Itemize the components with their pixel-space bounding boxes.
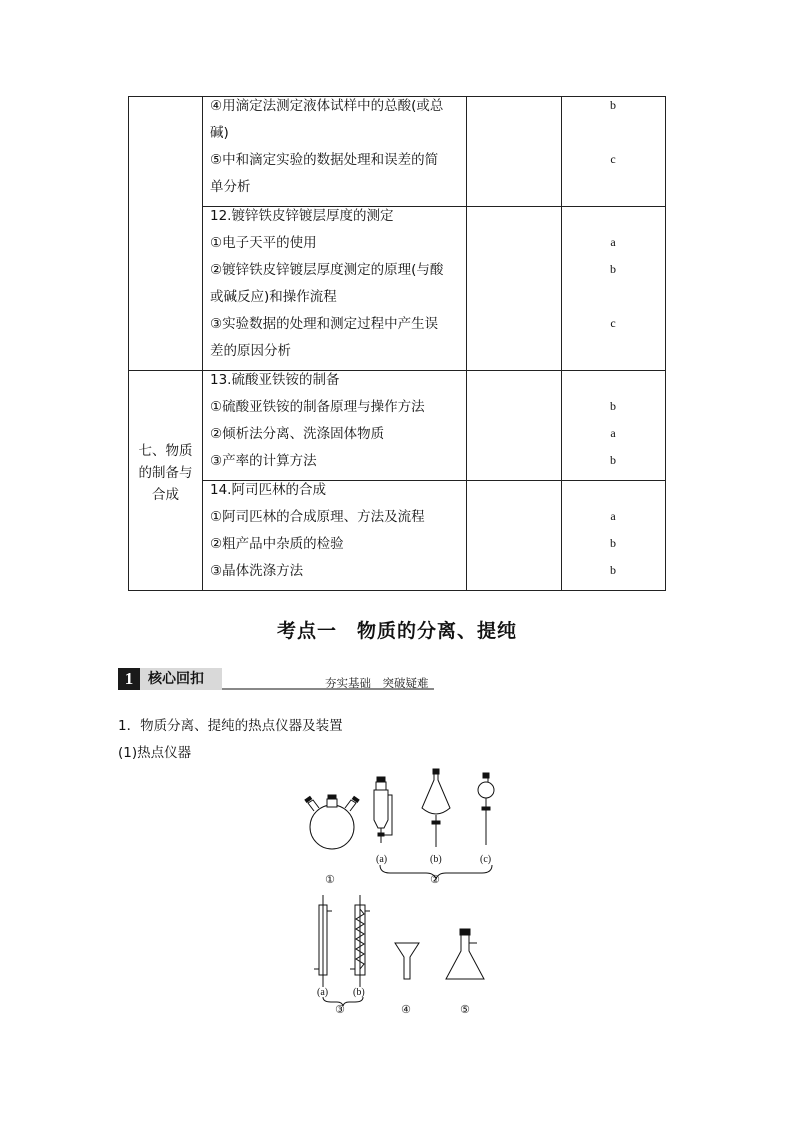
row-line: ③实验数据的处理和测定过程中产生误 — [210, 316, 439, 332]
figure-number-5: ⑤ — [460, 1003, 470, 1016]
apparatus-figure — [290, 765, 520, 1020]
figure-number-3: ③ — [335, 1003, 345, 1016]
three-neck-flask-icon — [305, 795, 359, 849]
level-value: b — [610, 98, 616, 112]
level-value: b — [610, 536, 616, 550]
level-value: a — [610, 235, 616, 249]
funnel-icon — [395, 943, 419, 979]
banner-subtitle: 夯实基础 突破疑难 — [325, 676, 429, 690]
level-value: b — [610, 399, 616, 413]
level-value: a — [610, 509, 616, 523]
category-line: 七、物质 — [138, 443, 193, 459]
level-value: c — [610, 316, 616, 330]
level-value: b — [610, 563, 616, 577]
table-col-divider — [466, 96, 467, 591]
row-line: ②倾析法分离、洗涤固体物质 — [210, 426, 385, 442]
label-c: (c) — [480, 854, 492, 865]
straight-condenser-icon — [314, 895, 332, 987]
table-border-bottom — [128, 590, 666, 591]
table-col-divider — [202, 96, 203, 591]
table-border-left — [128, 96, 129, 591]
row-line: 碱) — [210, 125, 229, 141]
figure-number-4: ④ — [401, 1003, 411, 1016]
table-border-right — [665, 96, 666, 591]
spherical-funnel-icon — [478, 773, 494, 845]
label-b: (b) — [353, 987, 365, 998]
row-line: 差的原因分析 — [210, 343, 291, 359]
row-line: ③产率的计算方法 — [210, 453, 317, 469]
pressure-dropping-funnel-icon — [374, 777, 392, 843]
suction-flask-icon — [446, 929, 484, 979]
separatory-funnel-icon — [422, 769, 450, 847]
table-col-divider — [561, 96, 562, 591]
row-line: 或碱反应)和操作流程 — [210, 289, 337, 305]
level-value: c — [610, 152, 616, 166]
figure-number-1: ① — [325, 873, 335, 886]
row-line: 13.硫酸亚铁铵的制备 — [210, 372, 340, 388]
level-value: b — [610, 262, 616, 276]
row-line: ③晶体洗涤方法 — [210, 563, 304, 579]
coil-condenser-icon — [350, 895, 370, 987]
row-line: 12.镀锌铁皮锌镀层厚度的测定 — [210, 208, 394, 224]
figure-number-2: ② — [430, 873, 440, 886]
row-line: ①阿司匹林的合成原理、方法及流程 — [210, 509, 425, 525]
row-line: 单分析 — [210, 179, 251, 195]
label-b: (b) — [430, 854, 442, 865]
banner-number: 1 — [118, 668, 140, 690]
table-category — [129, 440, 202, 506]
banner-label: 核心回扣 — [140, 668, 222, 690]
category-line: 合成 — [152, 487, 179, 503]
row-line: ⑤中和滴定实验的数据处理和误差的简 — [210, 152, 439, 168]
label-a: (a) — [376, 854, 388, 865]
category-line: 的制备与 — [138, 465, 193, 481]
section-title: 考点一 物质的分离、提纯 — [276, 620, 517, 642]
section-subheading: (1)热点仪器 — [118, 745, 192, 761]
table-row-divider — [128, 370, 666, 371]
row-line: ②粗产品中杂质的检验 — [210, 536, 344, 552]
row-line: 14.阿司匹林的合成 — [210, 482, 326, 498]
label-a: (a) — [317, 987, 329, 998]
section-heading: 1．物质分离、提纯的热点仪器及装置 — [118, 718, 343, 734]
row-line: ①电子天平的使用 — [210, 235, 317, 251]
row-line: ①硫酸亚铁铵的制备原理与操作方法 — [210, 399, 425, 415]
level-value: a — [610, 426, 616, 440]
level-value: b — [610, 453, 616, 467]
row-line: ④用滴定法测定液体试样中的总酸(或总 — [210, 98, 444, 114]
row-line: ②镀锌铁皮锌镀层厚度测定的原理(与酸 — [210, 262, 444, 278]
